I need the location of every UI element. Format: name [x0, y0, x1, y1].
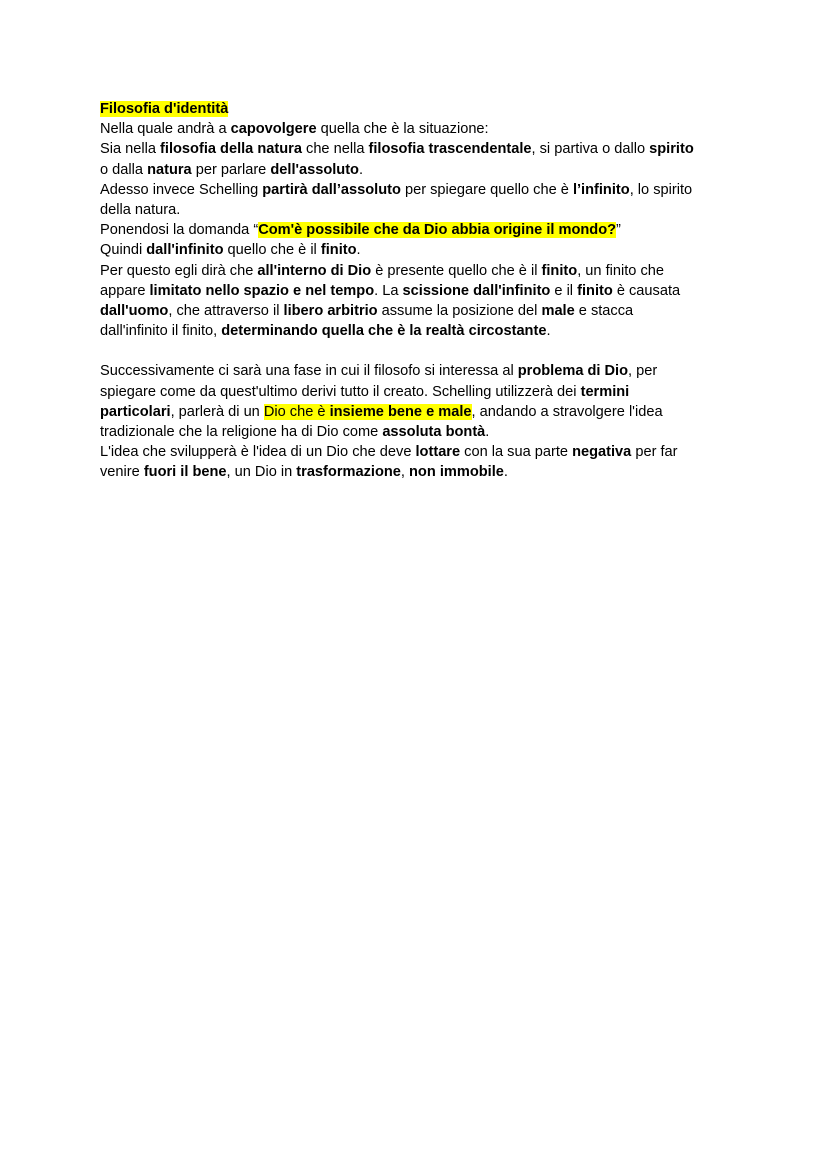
bold-text: lottare — [415, 444, 461, 461]
text-line — [100, 442, 740, 462]
text-run: , parlerà di un — [170, 403, 264, 420]
text-run: , lo spirito — [629, 181, 693, 198]
text-line — [100, 422, 740, 442]
text-run: dall'infinito il finito, — [100, 323, 222, 340]
text-run: quello che è il — [223, 242, 321, 259]
text-run: per parlare — [191, 161, 271, 178]
text-run: . La — [374, 282, 403, 299]
text-run: , si partiva o dallo — [531, 141, 650, 158]
bold-text: trasformazione — [296, 464, 401, 481]
text-run: ” — [616, 222, 621, 239]
text-line — [100, 361, 740, 381]
text-run: . — [356, 242, 361, 259]
bold-text: limitato nello spazio e nel tempo — [149, 282, 375, 299]
bold-text: dall'uomo — [100, 302, 169, 319]
text-line — [100, 139, 740, 159]
text-run: e stacca — [574, 302, 634, 319]
text-run: con la sua parte — [460, 444, 573, 461]
text-run: Sia nella — [100, 141, 161, 158]
text-run: tradizionale che la religione ha di Dio come — [100, 424, 383, 440]
text-run: , che attraverso il — [168, 302, 284, 319]
bold-text: all'interno di Dio — [257, 262, 372, 279]
bold-text: problema di Dio — [517, 363, 629, 380]
bold-text: dell'assoluto — [270, 161, 359, 178]
bold-text: filosofia trascendentale — [368, 141, 532, 158]
paragraph-spacer — [100, 341, 740, 361]
bold-text: termini — [580, 383, 630, 400]
highlighted-text: insieme bene e male — [329, 403, 472, 420]
text-line — [100, 301, 740, 321]
text-run: per spiegare quello che è — [400, 181, 573, 198]
text-line — [100, 240, 740, 260]
text-run: , per — [628, 363, 658, 380]
bold-text: finito — [320, 242, 357, 259]
text-run: venire — [100, 464, 144, 481]
text-run: Successivamente ci sarà una fase in cui il filosofo si interessa al — [100, 363, 518, 380]
bold-text: determinando quella che è la realtà circostante — [221, 323, 547, 340]
bold-text: finito — [577, 282, 613, 299]
text-line — [100, 462, 740, 482]
bold-text: filosofia della natura — [160, 141, 302, 158]
bold-text: particolari — [100, 403, 171, 420]
text-run: Adesso invece Schelling — [100, 181, 263, 198]
text-run: , andando a stravolgere l'idea — [471, 403, 663, 420]
bold-text: capovolgere — [230, 121, 317, 138]
text-run: Ponendosi la domanda “ — [100, 222, 259, 239]
text-run: quella che è la situazione: — [316, 121, 489, 138]
text-line — [100, 382, 740, 402]
text-run: . — [485, 424, 490, 440]
text-line — [100, 180, 740, 200]
text-run: Nella quale andrà a — [100, 121, 231, 138]
bold-text: negativa — [572, 444, 632, 461]
text-line — [100, 281, 740, 301]
text-run: . — [503, 464, 508, 481]
text-run: assume la posizione del — [377, 302, 542, 319]
text-run: o dalla — [100, 161, 148, 178]
bold-text: fuori il bene — [143, 464, 227, 481]
bold-text: partirà dall’assoluto — [262, 181, 401, 198]
text-run: . — [546, 323, 551, 340]
text-line — [100, 220, 740, 240]
text-run: . — [358, 161, 364, 178]
text-line — [100, 119, 740, 139]
text-line — [100, 402, 740, 422]
text-run: per far — [631, 444, 678, 461]
bold-text: non immobile — [409, 464, 504, 481]
text-run: è causata — [612, 282, 681, 299]
paragraph-1 — [100, 99, 740, 341]
text-run: L'idea che svilupperà è l'idea di un Dio che deve — [100, 444, 416, 461]
text-run: e il — [550, 282, 578, 299]
bold-text: scissione dall'infinito — [402, 282, 551, 299]
text-run: , un finito che — [577, 262, 664, 279]
bold-text: libero arbitrio — [283, 302, 378, 319]
text-line — [100, 160, 740, 180]
text-run: che nella — [301, 141, 369, 158]
text-run: Per questo egli dirà che — [100, 262, 258, 279]
text-line — [100, 261, 740, 281]
text-run: della natura. — [100, 201, 181, 218]
text-line — [100, 321, 740, 341]
text-line — [100, 200, 740, 220]
bold-text: natura — [147, 161, 192, 178]
text-run: Quindi — [100, 242, 147, 259]
bold-text: male — [541, 302, 575, 319]
highlighted-text: Com'è possibile che da Dio abbia origine il mondo? — [258, 222, 617, 239]
highlighted-text: Filosofia d'identità — [100, 101, 229, 117]
bold-text: spirito — [649, 141, 694, 158]
highlighted-text: Dio che è — [263, 403, 330, 420]
text-run: appare — [100, 282, 150, 299]
bold-text: finito — [541, 262, 578, 279]
document-page — [100, 99, 740, 483]
section-heading — [100, 99, 740, 119]
bold-text: l’infinito — [572, 181, 630, 198]
text-run: , — [400, 464, 410, 481]
text-run: spiegare come da quest'ultimo derivi tutto il creato. Schelling utilizzerà dei — [100, 383, 581, 400]
paragraph-2 — [100, 361, 740, 482]
text-run: è presente quello che è il — [371, 262, 542, 279]
text-run: , un Dio in — [226, 464, 297, 481]
bold-text: assoluta bontà — [382, 424, 486, 440]
bold-text: dall'infinito — [146, 242, 224, 259]
